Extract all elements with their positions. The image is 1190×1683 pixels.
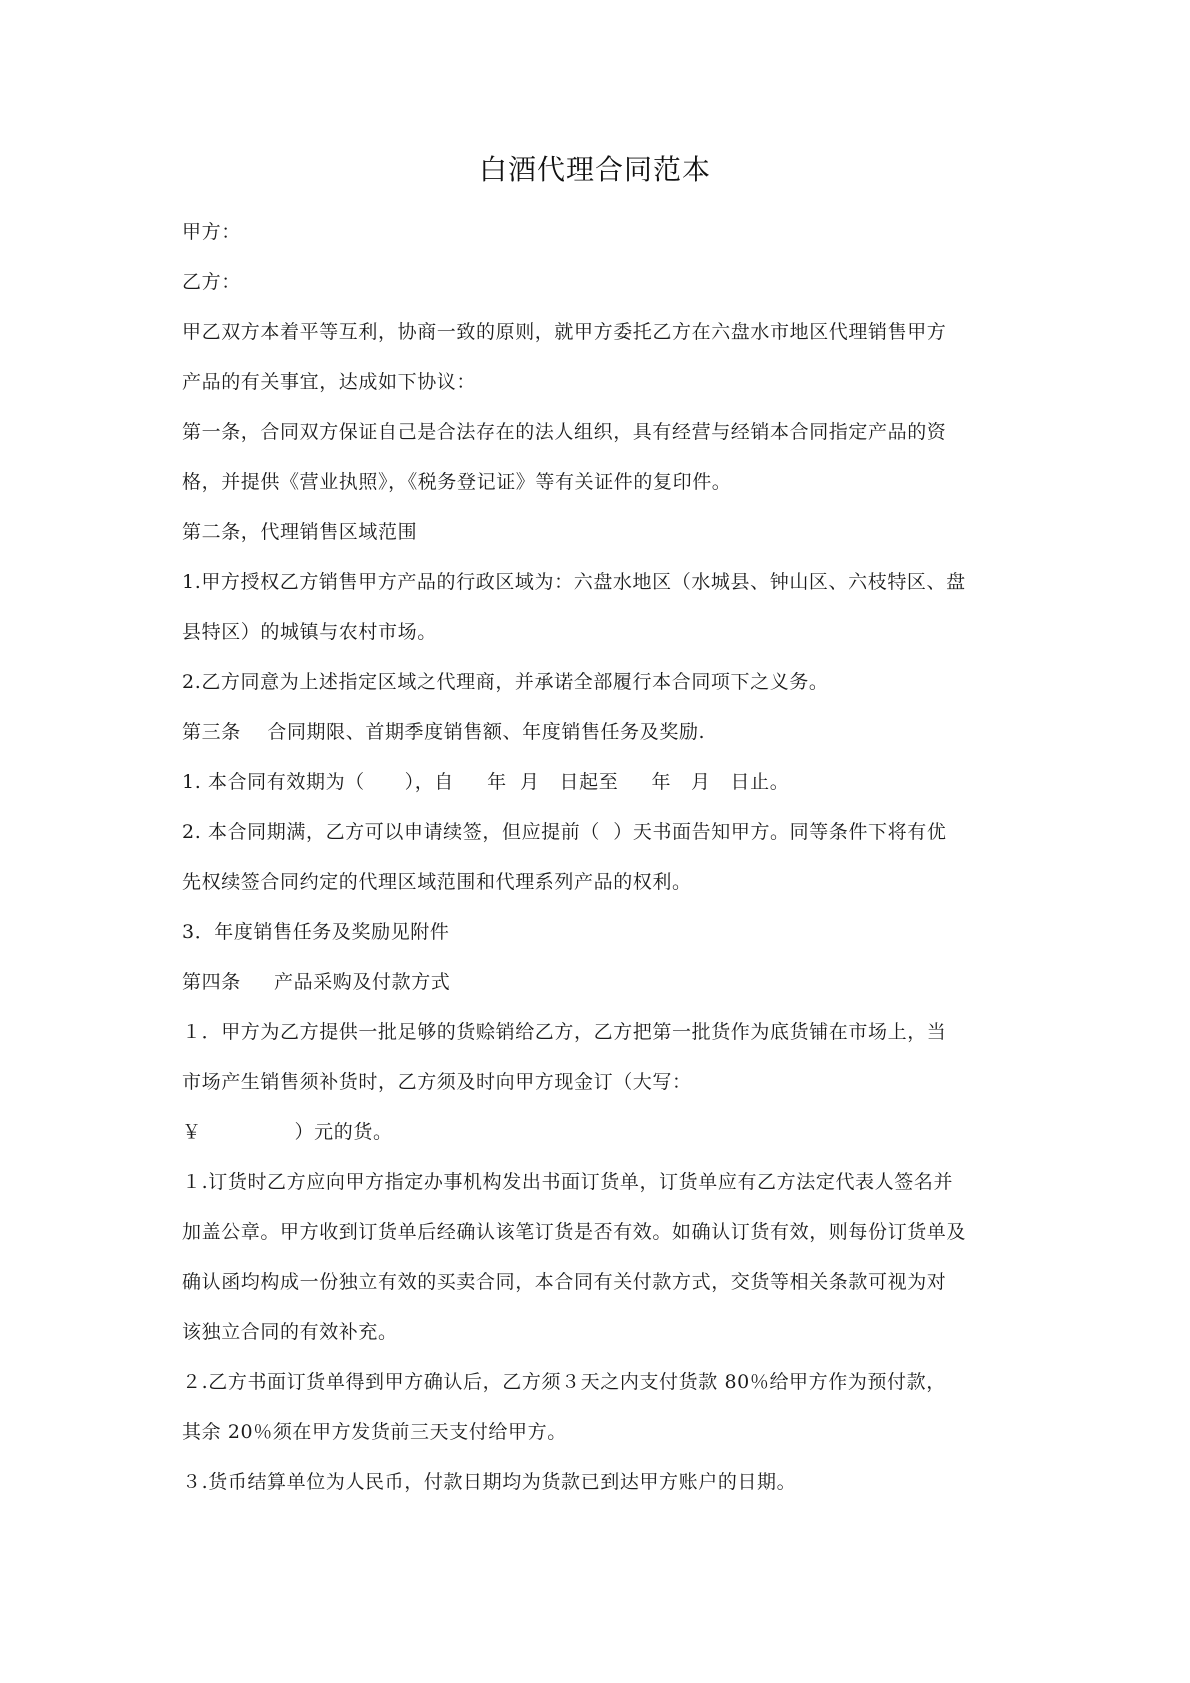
article-4-clause: 其余 20％须在甲方发货前三天支付给甲方。 (182, 1421, 567, 1443)
preamble-line: 甲乙双方本着平等互利，协商一致的原则，就甲方委托乙方在六盘水市地区代理销售甲方 (182, 321, 947, 343)
article-4-clause: 市场产生销售须补货时，乙方须及时向甲方现金订（大写： (182, 1071, 692, 1093)
article-3-clause: 1. 本合同有效期为（ ），自 年 月 日起至 年 月 日止。 (182, 771, 790, 793)
article-3-clause: 3．年度销售任务及奖励见附件 (182, 921, 450, 943)
article-4-clause: ￥ ）元的货。 (182, 1121, 393, 1143)
article-2-clause: 县特区）的城镇与农村市场。 (182, 621, 437, 643)
article-4-clause: 确认函均构成一份独立有效的买卖合同，本合同有关付款方式，交货等相关条款可视为对 (182, 1271, 947, 1293)
article-2-clause: 1.甲方授权乙方销售甲方产品的行政区域为：六盘水地区（水城县、钟山区、六枝特区、盘 (182, 571, 966, 593)
article-4-heading: 第四条 产品采购及付款方式 (182, 971, 451, 993)
article-3-clause: 先权续签合同约定的代理区域范围和代理系列产品的权利。 (182, 871, 692, 893)
article-4-clause: １.订货时乙方应向甲方指定办事机构发出书面订货单，订货单应有乙方法定代表人签名并 (182, 1171, 954, 1193)
article-1-line: 格，并提供《营业执照》，《税务登记证》等有关证件的复印件。 (182, 471, 732, 493)
article-3-clause: 2. 本合同期满，乙方可以申请续签，但应提前（ ）天书面告知甲方。同等条件下将有优 (182, 821, 947, 843)
party-b-line: 乙方： (182, 271, 241, 293)
article-1-line: 第一条，合同双方保证自己是合法存在的法人组织，具有经营与经销本合同指定产品的资 (182, 421, 947, 443)
article-4-clause: １．甲方为乙方提供一批足够的货赊销给乙方，乙方把第一批货作为底货铺在市场上，当 (182, 1021, 947, 1043)
article-4-clause: ２.乙方书面订货单得到甲方确认后，乙方须３天之内支付货款 80％给甲方作为预付款， (182, 1371, 946, 1393)
article-4-clause: 该独立合同的有效补充。 (182, 1321, 398, 1343)
article-4-clause: 加盖公章。甲方收到订货单后经确认该笔订货是否有效。如确认订货有效，则每份订货单及 (182, 1221, 967, 1243)
article-3-heading: 第三条 合同期限、首期季度销售额、年度销售任务及奖励. (182, 721, 706, 743)
article-2-clause: 2.乙方同意为上述指定区域之代理商，并承诺全部履行本合同项下之义务。 (182, 671, 829, 693)
party-a-line: 甲方： (182, 221, 241, 243)
document-title: 白酒代理合同范本 (478, 153, 711, 186)
preamble-line: 产品的有关事宜，达成如下协议： (182, 371, 477, 393)
article-4-clause: ３.货币结算单位为人民币，付款日期均为货款已到达甲方账户的日期。 (182, 1471, 797, 1493)
article-2-heading: 第二条，代理销售区域范围 (182, 521, 418, 543)
